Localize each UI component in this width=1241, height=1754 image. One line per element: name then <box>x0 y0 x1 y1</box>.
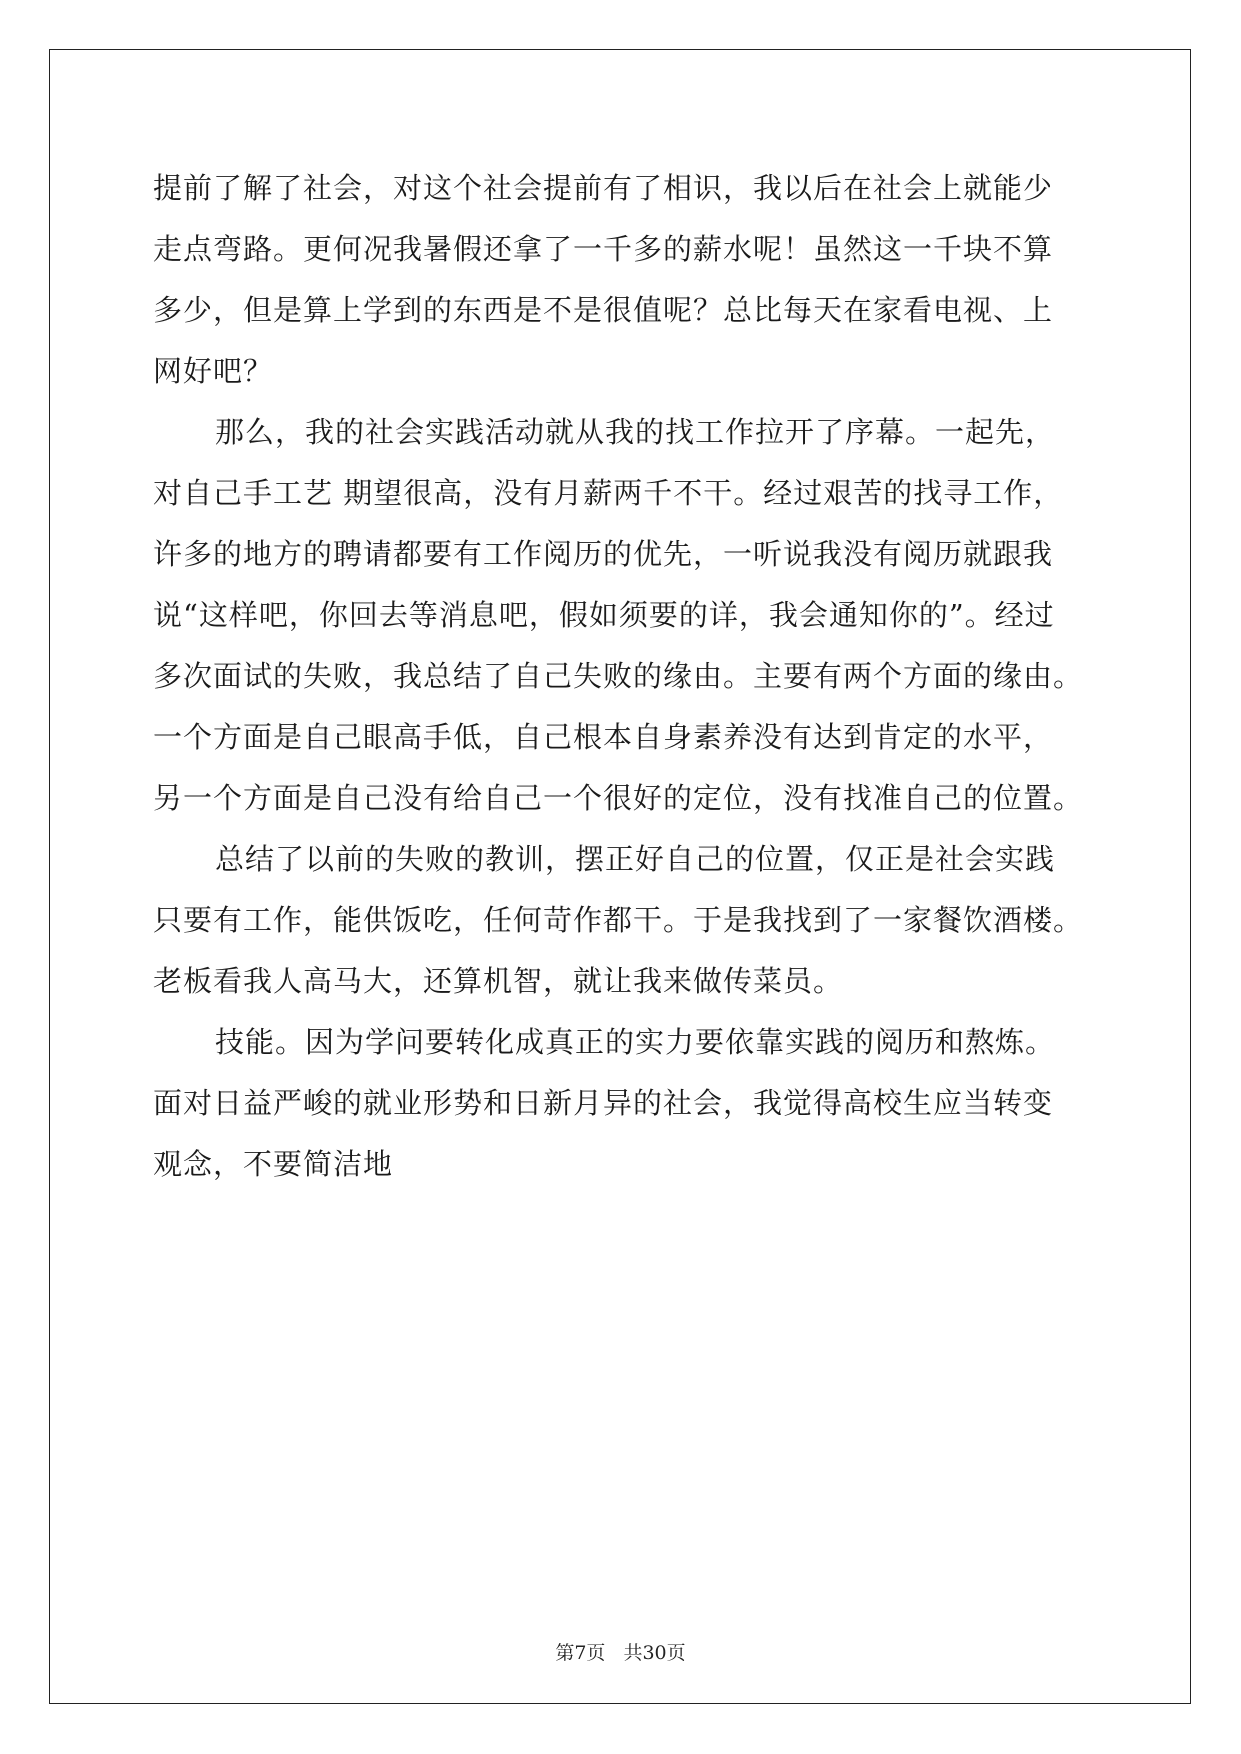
text-line: 说“这样吧，你回去等消息吧，假如须要的详，我会通知你的”。经过 <box>153 598 1055 632</box>
text-line: 多少，但是算上学到的东西是不是很值呢？总比每天在家看电视、上 <box>153 293 1054 327</box>
page-footer <box>0 1638 1241 1665</box>
text-line: 提前了解了社会，对这个社会提前有了相识，我以后在社会上就能少 <box>153 171 1054 205</box>
text-line: 对自己手工艺 期望很高，没有月薪两千不干。经过艰苦的找寻工作， <box>153 476 1064 510</box>
text-line: 一个方面是自己眼高手低，自己根本自身素养没有达到肯定的水平， <box>153 720 1054 754</box>
text-line: 总结了以前的失败的教训，摆正好自己的位置，仅正是社会实践 <box>215 842 1056 876</box>
text-line: 网好吧？ <box>153 354 274 388</box>
text-line: 面对日益严峻的就业形势和日新月异的社会，我觉得高校生应当转变 <box>153 1086 1054 1120</box>
text-line: 那么，我的社会实践活动就从我的找工作拉开了序幕。一起先， <box>215 415 1056 449</box>
text-line: 许多的地方的聘请都要有工作阅历的优先，一听说我没有阅历就跟我 <box>153 537 1054 571</box>
text-line: 走点弯路。更何况我暑假还拿了一千多的薪水呢！虽然这一千块不算 <box>153 232 1054 266</box>
page-total: 共30页 <box>623 1642 686 1664</box>
text-line: 观念，不要简洁地 <box>153 1147 394 1181</box>
text-line: 老板看我人高马大，还算机智，就让我来做传菜员。 <box>153 964 844 998</box>
text-line: 另一个方面是自己没有给自己一个很好的定位，没有找准自己的位置。 <box>153 781 1084 815</box>
text-line: 只要有工作，能供饭吃，任何苛作都干。于是我找到了一家餐饮酒楼。 <box>153 903 1084 937</box>
document-body <box>153 158 1093 1195</box>
page-number: 第7页 <box>555 1642 606 1664</box>
text-line: 技能。因为学问要转化成真正的实力要依靠实践的阅历和熬炼。 <box>215 1025 1056 1059</box>
text-line: 多次面试的失败，我总结了自己失败的缘由。主要有两个方面的缘由。 <box>153 659 1084 693</box>
